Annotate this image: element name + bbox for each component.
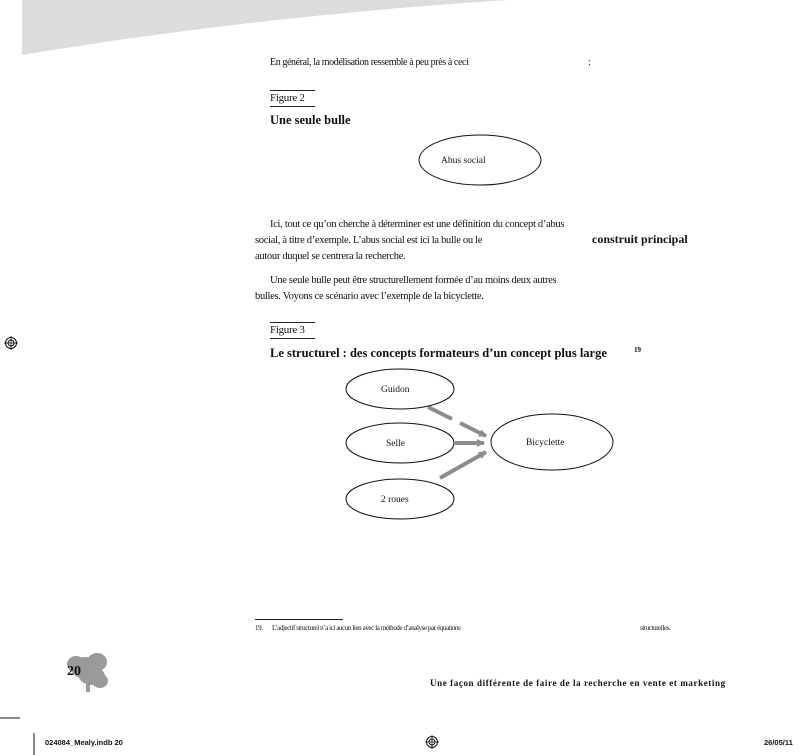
slug-file: 024084_Mealy.indb 20 [45,738,123,747]
bubble-bicyclette [491,414,613,470]
bubble-abus-social [419,135,541,185]
footnote-separator [255,619,343,620]
figure3-title: Le structurel : des concepts formateurs d’un concept plus large [270,346,607,360]
intro-text: En général, la modélisation ressemble à peu près à ceci [270,57,469,68]
footnote-reference: 19 [634,346,641,354]
registration-mark-left-icon [4,336,18,350]
paragraph2-line1: Une seule bulle peut être structurellement formée d’au moins deux autres [270,275,557,286]
paragraph1-line3: autour duquel se centrera la recherche. [255,251,406,262]
slug-date: 26/05/11 [764,738,793,747]
figure2-title: Une seule bulle [270,113,351,127]
paragraph1-line1: Ici, tout ce qu’on cherche à déterminer est une définition du concept d’abus [270,219,565,230]
bubble-guidon [346,369,454,409]
footnote-number: 19. [255,624,263,632]
bubble-guidon-label: Guidon [381,385,410,395]
paragraph1-emphasis: construit principal [592,232,688,246]
bubble-2-roues [346,479,454,519]
registration-mark-bottom-icon [425,735,439,749]
intro-colon: : [588,57,591,68]
page-number: 20 [67,664,81,679]
paragraph1-line2: social, à titre d’exemple. L’abus social est ici la bulle ou le [255,235,483,246]
bubble-selle [346,423,454,463]
bubble-bicyclette-label: Bicyclette [526,438,565,448]
figure2-label: Figure 2 [270,92,305,104]
paragraph2-line2: bulles. Voyons ce scénario avec l’exemple de la bicyclette. [255,291,484,302]
bubble-2-roues-label: 2 roues [381,495,409,505]
arrow-roues [440,452,486,478]
footnote-text: L’adjectif structurel n’a ici aucun lien avec la méthode d’analyse par équations [272,624,461,632]
figure3-label: Figure 3 [270,324,305,336]
bubble-selle-label: Selle [386,439,405,449]
running-title: Une façon différente de faire de la recherche en vente et marketing [430,678,726,688]
footnote-trailing: structurelles. [640,624,671,632]
bubble-abus-social-label: Abus social [441,156,486,166]
